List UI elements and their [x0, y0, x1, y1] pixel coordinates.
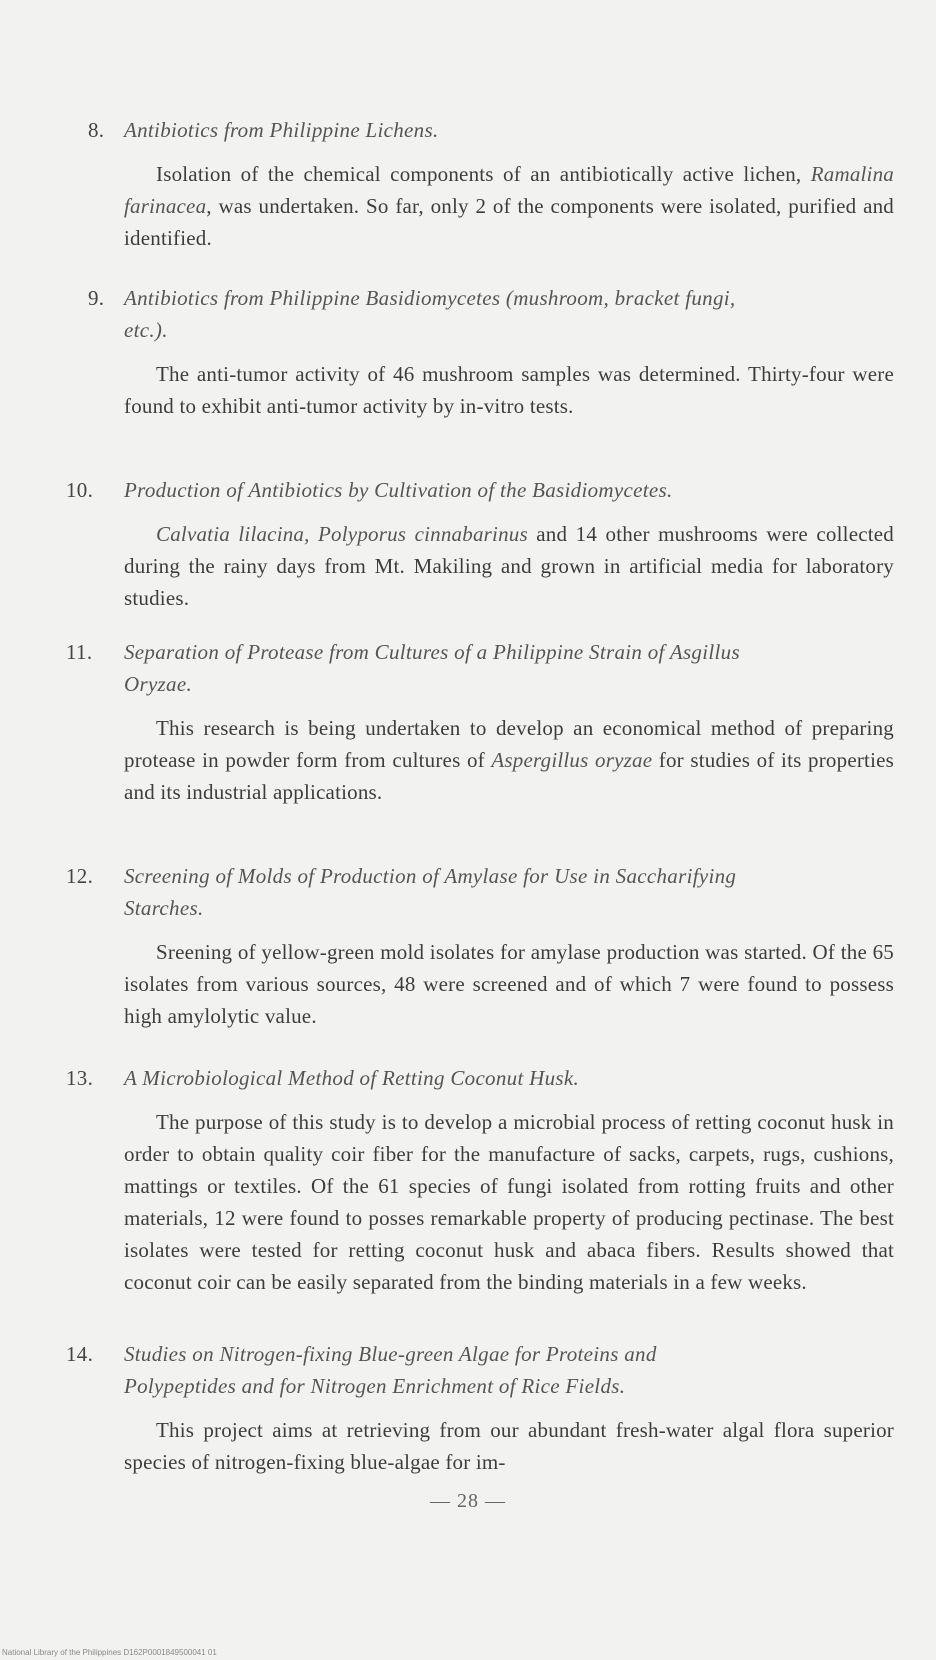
section-title: A Microbiological Method of Retting Coconut Husk.: [124, 1066, 580, 1090]
species-name: Aspergillus oryzae: [491, 748, 653, 772]
section-body: [124, 712, 894, 808]
section-item-8: [0, 114, 936, 254]
section-heading: [0, 1062, 770, 1094]
section-heading: [0, 860, 770, 924]
section-number: 9.: [88, 286, 105, 310]
library-watermark: National Library of the Philippines D162P0001849500041 01: [2, 1648, 217, 1657]
body-text: and 14 other mushrooms were collected during the rainy days from Mt. Makiling and grown in artificial media for laboratory studies.: [124, 522, 894, 610]
body-text: This research is being undertaken to develop an economical method of preparing protease in powder form from cultures of: [124, 716, 894, 772]
section-heading: [0, 1338, 770, 1402]
section-title: Production of Antibiotics by Cultivation of the Basidiomycetes.: [124, 478, 673, 502]
section-heading: [0, 474, 770, 506]
section-heading: [0, 636, 770, 700]
section-body: [124, 518, 894, 614]
section-item-12: [0, 860, 936, 1032]
section-title: Antibiotics from Philippine Lichens.: [124, 118, 439, 142]
section-item-9: [0, 282, 936, 422]
species-name: Ramalina farinacea: [124, 162, 894, 218]
section-body: [124, 1106, 894, 1298]
body-text: for studies of its properties and its industrial applications.: [124, 748, 894, 804]
section-item-11: [0, 636, 936, 808]
section-heading: [0, 282, 770, 346]
section-title: Separation of Protease from Cultures of a Philippine Strain of Asgillus Oryzae.: [124, 640, 740, 696]
section-number: 14.: [66, 1342, 94, 1366]
section-number: 13.: [66, 1066, 94, 1090]
body-text: , was undertaken. So far, only 2 of the components were isolated, purified and identified.: [124, 194, 894, 250]
body-text: Isolation of the chemical components of an antibiotically active lichen,: [156, 162, 811, 186]
section-body: [124, 1414, 894, 1478]
section-number: 11.: [66, 640, 93, 664]
body-text: The anti-tumor activity of 46 mushroom samples was determined. Thirty-four were found to exhibit anti-tumor activity by in-vitro tests.: [124, 362, 894, 418]
section-body: [124, 936, 894, 1032]
species-name: Calvatia lilacina, Polyporus cinnabarinus: [156, 522, 528, 546]
section-title: Studies on Nitrogen-fixing Blue-green Algae for Proteins and Polypeptides and for Nitrogen Enrichment of Rice Fields.: [124, 1342, 657, 1398]
section-title: Screening of Molds of Production of Amylase for Use in Saccharifying Starches.: [124, 864, 737, 920]
section-item-10: [0, 474, 936, 614]
section-item-13: [0, 1062, 936, 1298]
section-title: Antibiotics from Philippine Basidiomycetes (mushroom, bracket fungi, etc.).: [124, 286, 736, 342]
section-body: [124, 158, 894, 254]
section-number: 12.: [66, 864, 94, 888]
body-text: The purpose of this study is to develop a microbial process of retting coconut husk in order to obtain quality coir fiber for the manufacture of sacks, carpets, rugs, cushions, mattings or textiles. Of the 61 species of fungi isolated from rotting fruits and other materials, 12 were found to posses remarkable property of producing pectinase. The best isolates were tested for retting coconut husk and abaca fibers. Results showed that coconut coir can be easily separated from the binding materials in a few weeks.: [124, 1110, 894, 1294]
body-text: Sreening of yellow-green mold isolates for amylase production was started. Of the 65 isolates from various sources, 48 were screened and of which 7 were found to possess high amylolytic value.: [124, 940, 894, 1028]
section-number: 8.: [88, 118, 105, 142]
section-number: 10.: [66, 478, 94, 502]
section-item-14: [0, 1338, 936, 1478]
section-body: [124, 358, 894, 422]
section-heading: [0, 114, 770, 146]
page-number: — 28 —: [430, 1490, 506, 1512]
body-text: This project aims at retrieving from our abundant fresh-water algal flora superior species of nitrogen-fixing blue-algae for im-: [124, 1418, 894, 1474]
